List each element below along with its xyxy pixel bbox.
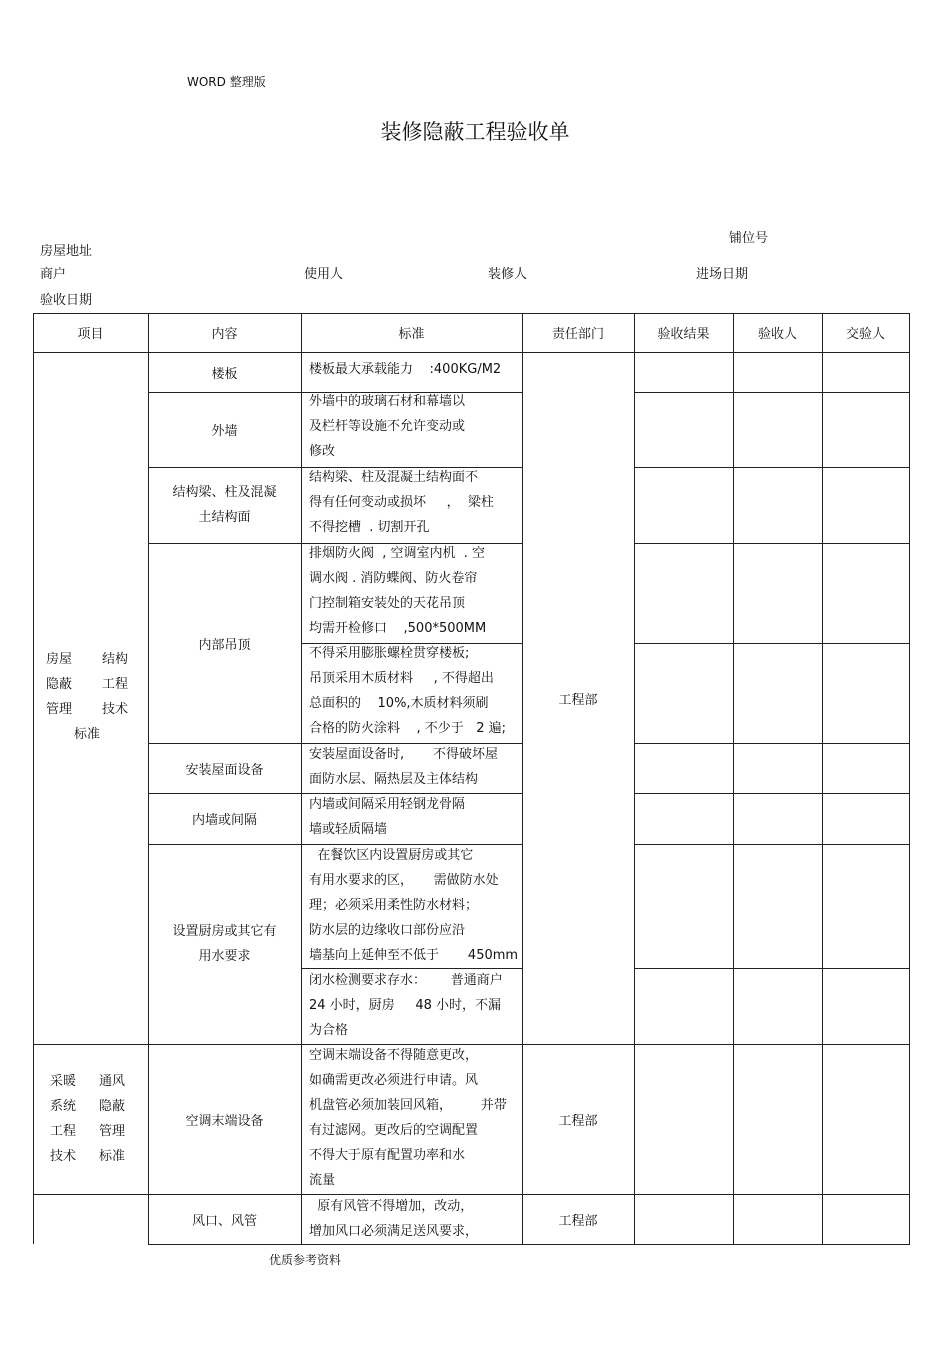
group-label-word: 采暖 [50, 1074, 77, 1089]
grid-line [634, 743, 910, 744]
header-inspector: 验收人 [757, 327, 797, 342]
item-standard: 闭水检测要求存水： 普通商户 24 小时，厨房 48 小时，不漏 为合格 [309, 973, 503, 1038]
grid-line [634, 467, 910, 468]
header-project: 项目 [77, 327, 104, 342]
address-label: 房屋地址 [40, 244, 93, 259]
decorator-label: 装修人 [488, 267, 528, 282]
item-standard: 排烟防火阀 , 空调室内机 . 空 调水阀 . 消防蝶阀、防火卷帘 门控制箱安装处的天花吊顶 均需开检修口 ,500*500MM [309, 546, 487, 636]
group-label-word: 工程 [101, 677, 128, 692]
item-standard: 在餐饮区内设置厨房或其它 有用水要求的区， 需做防水处 理；必须采用柔性防水材料； 防水层的边缘收口部份应沿 墙基向上延伸至不低于 450mm [309, 848, 519, 963]
item-standard: 安装屋面设备时, 不得破坏屋 面防水层、隔热层及主体结构 [309, 747, 499, 787]
item-standard: 空调末端设备不得随意更改， 如确需更改必须进行申请。风 机盘管必须加装回风箱， 并带 有过滤网。更改后的空调配置 不得大于原有配置功率和水 流量 [309, 1048, 507, 1188]
group-label-word: 标准 [98, 1149, 125, 1164]
grid-line [733, 313, 734, 1244]
group-label-hvac [50, 1069, 125, 1169]
item-standard: 内墙或间隔采用轻钢龙骨隔 墙或轻质隔墙 [309, 797, 466, 837]
merchant-label: 商户 [40, 267, 67, 282]
item-content: 外墙 [211, 424, 238, 439]
group-label-word: 技术 [101, 702, 128, 717]
header-submitter: 交验人 [845, 327, 885, 342]
document-tag: WORD 整理版 [187, 75, 266, 89]
grid-line [634, 392, 910, 393]
item-content: 安装屋面设备 [185, 762, 264, 778]
shop-number-label: 铺位号 [729, 231, 769, 246]
group-label-word: 结构 [101, 652, 128, 667]
grid-line [148, 1244, 910, 1245]
group-label-word: 技术 [50, 1149, 77, 1164]
group-label-word: 隐蔽 [46, 677, 73, 692]
item-content: 设置厨房或其它有 用水要求 [172, 924, 277, 964]
entry-date-label: 进场日期 [696, 267, 749, 282]
department-cell: 工程部 [558, 1213, 598, 1229]
item-content: 内墙或间隔 [191, 813, 257, 828]
group-label-structure [46, 647, 128, 747]
header-content: 内容 [211, 327, 238, 342]
group-label-word: 工程 [50, 1124, 77, 1139]
grid-line [634, 543, 910, 544]
grid-line [634, 968, 910, 969]
grid-line [634, 844, 910, 845]
item-content: 空调末端设备 [185, 1113, 264, 1129]
grid-line [822, 313, 823, 1244]
department-cell: 工程部 [558, 692, 598, 708]
item-standard: 原有风管不得增加，改动， 增加风口必须满足送风要求， [309, 1199, 479, 1239]
group-label-word: 系统 [50, 1099, 77, 1114]
user-label: 使用人 [304, 267, 344, 282]
page-footer: 优质参考资料 [268, 1253, 341, 1267]
item-content: 风口、风管 [191, 1213, 257, 1229]
item-standard: 外墙中的玻璃石材和幕墙以 及栏杆等设施不允许变动或 修改 [309, 394, 466, 459]
item-content: 结构梁、柱及混凝 土结构面 [172, 485, 277, 525]
header-result: 验收结果 [657, 327, 710, 342]
group-label-word: 管理 [46, 702, 73, 717]
group-label-word: 通风 [98, 1074, 125, 1089]
item-content: 内部吊顶 [198, 637, 251, 653]
department-cell: 工程部 [558, 1113, 598, 1129]
acceptance-date-label: 验收日期 [40, 293, 93, 308]
grid-line [33, 313, 34, 1244]
group-label-word: 房屋 [46, 652, 73, 667]
item-standard: 不得采用膨胀螺栓贯穿楼板; 吊顶采用木质材料 , 不得超出 总面积的 10%,木质材料须刷 合格的防火涂料 , 不少于 2 遍; [309, 646, 506, 736]
document-title: 装修隐蔽工程验收单 [380, 120, 570, 144]
group-label-word: 隐蔽 [98, 1099, 125, 1114]
grid-line [301, 313, 302, 1244]
item-standard: 结构梁、柱及混凝土结构面不 得有任何变动或损坏 ， 梁柱 不得挖槽 . 切割开孔 [309, 470, 494, 535]
grid-line [634, 643, 910, 644]
header-department: 责任部门 [551, 327, 604, 342]
item-content: 楼板 [211, 366, 238, 382]
group-label-word: 管理 [98, 1124, 125, 1139]
grid-line [634, 793, 910, 794]
grid-line [634, 313, 635, 1244]
header-standard: 标准 [398, 327, 425, 342]
grid-line [909, 313, 910, 1244]
item-standard: 楼板最大承载能力 :400KG/M2 [309, 362, 502, 377]
group-label-word: 标准 [73, 727, 100, 742]
